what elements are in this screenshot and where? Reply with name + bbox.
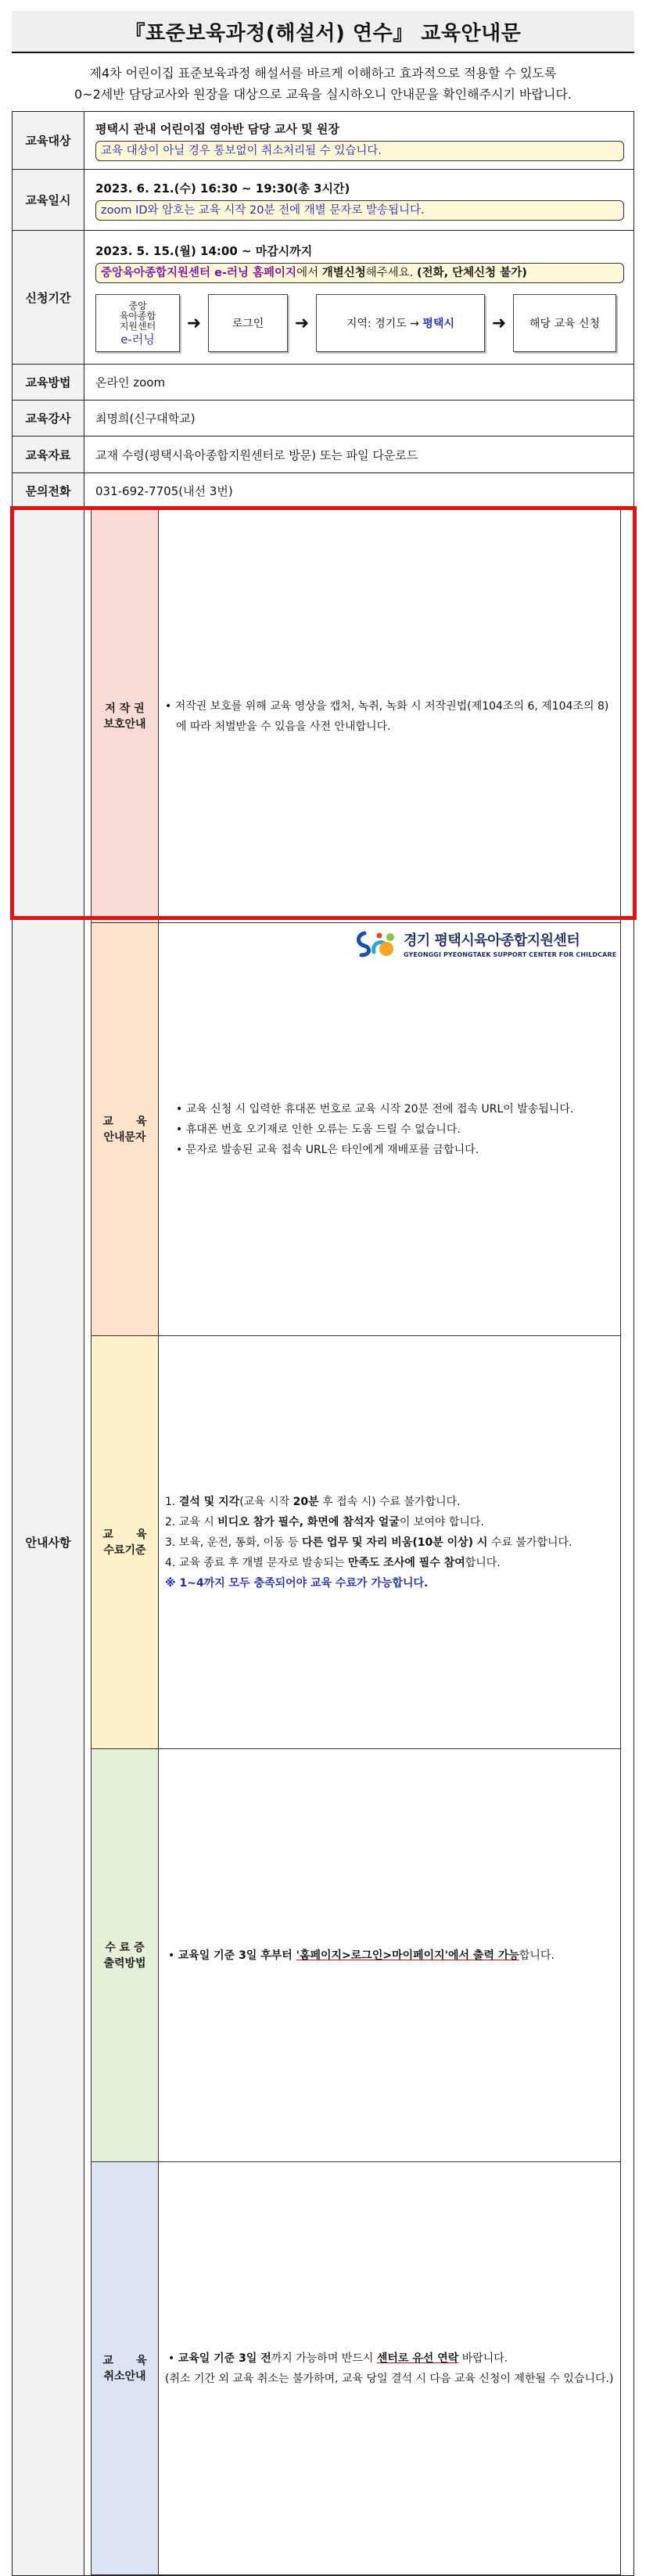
notice-title-criteria (92, 1336, 159, 1749)
info-table (12, 111, 634, 2576)
content-date (84, 170, 634, 231)
criteria-text: 3. 보육, 운전, 통화, 이동 등 (165, 1536, 303, 1549)
row-date (13, 170, 634, 231)
cancel-bullet: • (168, 2351, 178, 2365)
sms-item: • 휴대폰 번호 오기재로 인한 오류는 도움 드릴 수 없습니다. (176, 1123, 461, 1136)
criteria-item-1 (165, 1492, 614, 1512)
criteria-bold: 만족도 조사에 필수 참여 (347, 1556, 465, 1569)
label-material: 교육자료 (13, 437, 84, 473)
target-text: 평택시 관내 어린이집 영아반 담당 교사 및 원장 (95, 121, 339, 136)
label-notice: 안내사항 (13, 509, 84, 2576)
step-apply: 해당 교육 신청 (513, 294, 616, 352)
cancel-bold: 교육일 기준 3일 전 (178, 2351, 271, 2365)
criteria-bold: 20분 (292, 1495, 319, 1508)
cancel-mid: 까지 가능하며 반드시 (271, 2351, 377, 2365)
step-1-line-2: 육아종합 (119, 311, 156, 322)
notice-title-line: 안내문자 (103, 1130, 146, 1144)
arrow-right-icon: ➜ (491, 313, 507, 333)
notice-row-certificate (92, 1749, 621, 2162)
criteria-bold: 비디오 참가 필수, 화면에 참석자 얼굴 (217, 1515, 400, 1529)
label-phone: 문의전화 (13, 473, 84, 509)
sms-item: • 문자로 발송된 교육 접속 URL은 타인에게 재배포를 금합니다. (176, 1143, 479, 1156)
certificate-bullet: • (168, 1949, 178, 1962)
criteria-bold: 다른 업무 및 자리 비움(10분 이상) 시 (302, 1536, 488, 1549)
footer-org-name: 경기 평택시육아종합지원센터 (404, 932, 580, 949)
step-1-line-3: 지원센터 (119, 321, 156, 332)
apply-text: 2023. 5. 15.(월) 14:00 ~ 마감시까지 (95, 244, 313, 258)
notice-title-line: 교 육 (102, 1115, 147, 1128)
page-title-text: 『표준보육과정(해설서) 연수』 교육안내문 (124, 21, 522, 45)
criteria-text: 2. 교육 시 (165, 1515, 218, 1529)
content-material: 교재 수령(평택시육아종합지원센터로 방문) 또는 파일 다운로드 (84, 437, 634, 473)
footer-org-name-en: GYEONGGI PYEONGTAEK SUPPORT CENTER FOR CHILDCARE (404, 950, 617, 958)
criteria-num: 1. (165, 1495, 179, 1508)
criteria-note: ※ 1~4까지 모두 충족되어야 교육 수료가 가능합니다. (165, 1576, 429, 1590)
notice-body-copyright: • 저작권 보호를 위해 교육 영상을 캡처, 녹취, 녹화 시 저작권법(제104조의 6, 제104조의 8)에 따라 처벌받을 수 있음을 사전 안내합니다. (159, 510, 621, 923)
row-apply (13, 231, 634, 365)
row-phone (13, 473, 634, 509)
criteria-text: 이 보여야 합니다. (399, 1515, 484, 1529)
certificate-path: '홈페이지>로그인>마이페이지'에서 출력 가능 (296, 1949, 519, 1962)
row-target (13, 112, 634, 170)
notice-title-line: 교 육 (102, 2354, 147, 2367)
row-material (13, 437, 634, 473)
apply-note-bold: 개별신청 (321, 267, 366, 279)
content-teacher: 최명희(신구대학교) (84, 401, 634, 437)
criteria-text: 수료 불가합니다. (487, 1536, 572, 1549)
notice-title-copyright (92, 510, 159, 923)
step-login: 로그인 (208, 294, 288, 352)
intro-line-2: 0~2세반 담당교사와 원장을 대상으로 교육을 실시하오니 안내문을 확인해주시기 바랍니다. (74, 87, 572, 102)
arrow-right-icon: ➜ (294, 313, 310, 333)
cancel-sub: (취소 기간 외 교육 취소는 불가하며, 교육 당일 결석 시 다음 교육 신청이 제한될 수 있습니다.) (165, 2372, 614, 2385)
notice-body-criteria (159, 1336, 621, 1749)
step-region (316, 294, 485, 352)
footer-text (404, 929, 616, 958)
arrow-right-icon: ➜ (186, 313, 202, 333)
criteria-text: 후 접속 시) 수료 불가합니다. (318, 1495, 461, 1508)
content-method: 온라인 zoom (84, 365, 634, 401)
notice-title-line: 저 작 권 (105, 702, 145, 715)
footer-logo (354, 928, 635, 959)
notice-title-sms (92, 923, 159, 1336)
cancel-main (165, 2348, 614, 2369)
step-1-line-1: 중앙 (128, 300, 147, 311)
target-note: 교육 대상이 아닐 경우 통보없이 취소처리될 수 있습니다. (95, 141, 624, 161)
step-region-city: 평택시 (422, 318, 454, 330)
apply-note-mid2: 해주세요. (365, 267, 417, 279)
sms-item: • 교육 신청 시 입력한 휴대폰 번호로 교육 시작 20분 전에 접속 URL이 발송됩니다. (176, 1102, 574, 1116)
label-teacher: 교육강사 (13, 401, 84, 437)
row-teacher (13, 401, 634, 437)
notice-body-sms (159, 923, 621, 1336)
content-phone: 031-692-7705(내선 3번) (84, 473, 634, 509)
notice-row-copyright (92, 510, 621, 923)
step-region-prefix: 지역: 경기도 → (346, 318, 419, 330)
label-target: 교육대상 (13, 112, 84, 170)
date-text: 2023. 6. 21.(수) 16:30 ~ 19:30(총 3시간) (95, 181, 350, 196)
childcare-center-logo-icon (354, 929, 399, 958)
notice-body-cancel (159, 2162, 621, 2575)
cancel-phone-contact: 센터로 유선 연락 (376, 2351, 459, 2365)
apply-note-tail: (전화, 단체신청 불가) (416, 267, 527, 279)
date-note: zoom ID와 암호는 교육 시작 20분 전에 개별 문자로 발송됩니다. (95, 200, 624, 221)
notice-table (91, 509, 621, 2575)
certificate-tail: 합니다. (519, 1949, 554, 1962)
label-apply: 신청기간 (13, 231, 84, 365)
content-target (84, 112, 634, 170)
notice-title-line: 취소안내 (103, 2369, 146, 2383)
criteria-item-3 (165, 1532, 614, 1553)
apply-note (95, 263, 624, 283)
notice-title-line: 수료기준 (103, 1543, 146, 1557)
criteria-item-4 (165, 1553, 614, 1573)
row-notice (13, 509, 634, 2576)
page-title (12, 11, 634, 53)
notice-title-line: 교 육 (102, 1528, 147, 1541)
row-method (13, 365, 634, 401)
apply-site-link[interactable]: 중앙육아종합지원센터 e-러닝 홈페이지 (101, 267, 297, 279)
criteria-text: (교육 시작 (239, 1495, 293, 1508)
certificate-bold: 교육일 기준 3일 후부터 (178, 1949, 296, 1962)
apply-note-mid: 에서 (296, 267, 322, 279)
criteria-text: 합니다. (465, 1556, 501, 1569)
notice-title-line: 수 료 증 (105, 1941, 145, 1954)
notice-row-cancel (92, 2162, 621, 2575)
notice-title-line: 보호안내 (103, 717, 146, 731)
cancel-tail: 바랍니다. (458, 2351, 508, 2365)
criteria-item-2 (165, 1512, 614, 1532)
content-apply (84, 231, 634, 365)
criteria-bold: 결석 및 지각 (178, 1495, 240, 1508)
notice-row-criteria (92, 1336, 621, 1749)
notice-title-cancel (92, 2162, 159, 2575)
notice-row-sms (92, 923, 621, 1336)
notice-title-line: 출력방법 (103, 1956, 146, 1970)
criteria-text: 4. 교육 종료 후 개별 문자로 발송되는 (165, 1556, 348, 1569)
notice-title-certificate (92, 1749, 159, 2162)
step-elearning (95, 294, 180, 352)
apply-steps (95, 294, 624, 352)
label-method: 교육방법 (13, 365, 84, 401)
step-1-line-4: e-러닝 (120, 332, 155, 347)
intro-line-1: 제4차 어린이집 표준보육과정 해설서를 바르게 이해하고 효과적으로 적용할 수 있도록 (89, 66, 557, 81)
label-date: 교육일시 (13, 170, 84, 231)
intro-text (12, 63, 634, 105)
notice-body-certificate (159, 1749, 621, 2162)
content-notice (84, 509, 634, 2576)
